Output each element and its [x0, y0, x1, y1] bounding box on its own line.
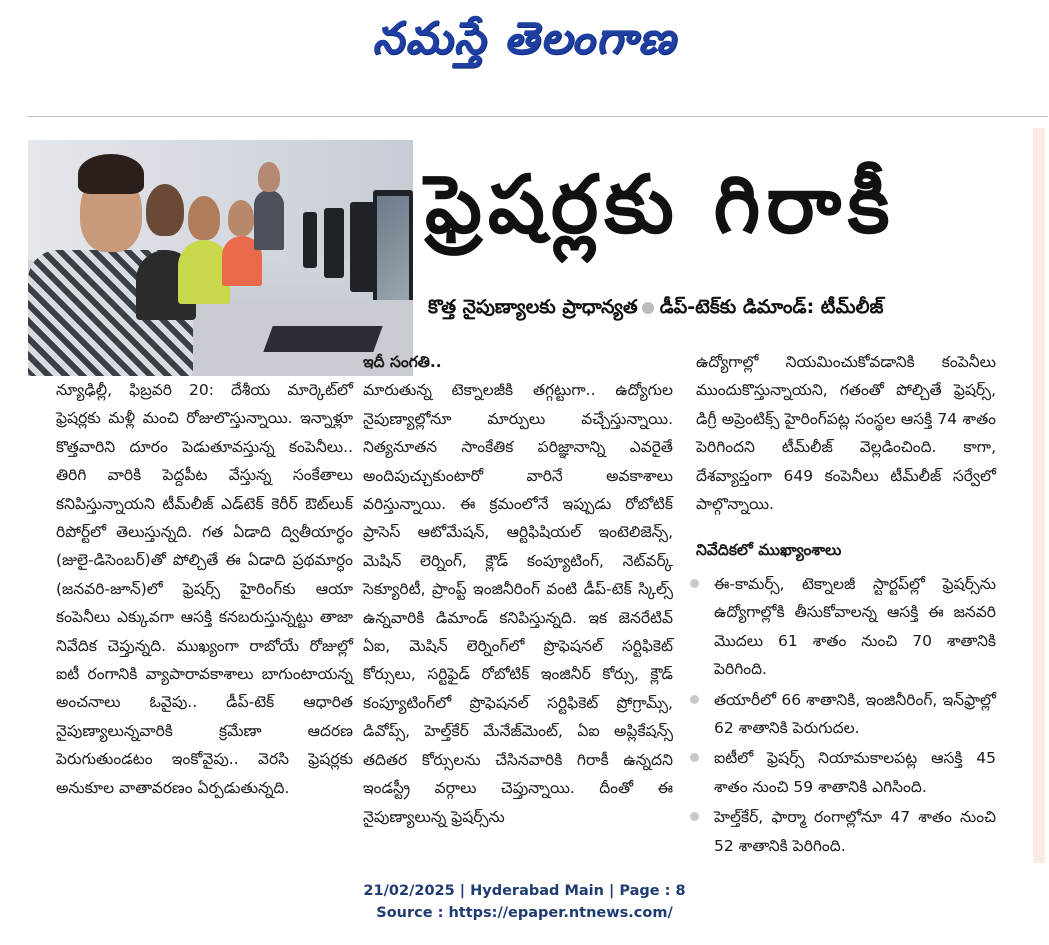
page-edge-strip: [1033, 128, 1045, 863]
page-footer: [0, 880, 1049, 924]
header-divider: [28, 116, 1048, 117]
article-photo: [28, 140, 413, 376]
article-paragraph: న్యూఢిల్లీ, ఫిబ్రవరి 20: దేశీయ మార్కెట్‌లో ఫ్రెషర్లకు మళ్లీ మంచి రోజులొస్తున్నాయి. ఇన్నాళ్లూ కొత్తవారిని దూరం పెడుతూవస్తున్న కంపెనీలు.. తిరిగి వారికి పెద్దపీట వేస్తున్న సంకేతాలు కనిపిస్తున్నాయని టీమ్‌లీజ్ ఎడ్‌టెక్ కెరీర్ ఔట్‌లుక్ రిపోర్ట్‌లో తెలుస్తున్నది. గత ఏడాది ద్వితీయార్ధం (జులై-డిసెంబర్)తో పోల్చితే ఈ ఏడాది ప్రథమార్ధం (జనవరి-జూన్)లో ఫ్రెషర్స్ హైరింగ్‌కు ఆయా కంపెనీలు ఎక్కువగా ఆసక్తి కనబరుస్తున్నట్టు తాజా నివేదిక చెప్తున్నది. ముఖ్యంగా రాబోయే రోజుల్లో ఐటీ రంగానికి వ్యాపారావకాశాలు బాగుంటాయన్న అంచనాలు ఓవైపు.. డీప్-టెక్ ఆధారిత నైపుణ్యాలున్నవారికి క్రమేణా ఆదరణ పెరుగుతుండటం ఇంకోవైపు.. వెరసి ఫ్రెషర్లకు అనుకూల వాతావరణం ఏర్పడుతున్నది.: [56, 381, 353, 797]
article-column-3: [696, 348, 996, 565]
subheadline-part1: కొత్త నైపుణ్యాలకు ప్రాధాన్యత: [428, 296, 638, 318]
list-item: హెల్త్‌కేర్, ఫార్మా రంగాల్లోనూ 47 శాతం నుంచి 52 శాతానికి పెరిగింది.: [686, 803, 996, 860]
photo-person-face: [258, 162, 280, 192]
photo-person-face: [188, 196, 220, 240]
bullet-dot-icon: [642, 302, 654, 314]
list-item: తయారీలో 66 శాతానికి, ఇంజినీరింగ్, ఇన్‌ఫ్రాల్లో 62 శాతానికి పెరుగుదల.: [686, 686, 996, 743]
article-column-1: [56, 376, 353, 802]
newspaper-logo: నమస్తే తెలంగాణ: [372, 13, 677, 64]
subheadline: [428, 290, 1028, 324]
headline: ఫ్రెషర్లకు గిరాకీ: [425, 158, 896, 251]
section-subtitle: నివేదికలో ముఖ్యాంశాలు: [696, 541, 842, 560]
article-paragraph: ఉద్యోగాల్లో నియమించుకోవడానికి కంపెనీలు ముందుకొస్తున్నాయని, గతంతో పోల్చితే ఫ్రెషర్స్, డిగ్రీ అప్రెంటిక్స్ హైరింగ్‌పట్ల సంస్థల ఆసక్తి 74 శాతం పెరిగిందని టీమ్‌లీజ్ వెల్లడించింది. కాగా, దేశవ్యాప్తంగా 649 కంపెనీలు టీమ్‌లీజ్ సర్వేలో పాల్గొన్నాయి.: [696, 353, 996, 514]
list-item: ఐటీలో ఫ్రెషర్స్ నియామకాలపట్ల ఆసక్తి 45 శాతం నుంచి 59 శాతానికి ఎగిసింది.: [686, 744, 996, 801]
bullet-dot-icon: [690, 812, 699, 821]
list-item: ఈ-కామర్స్, టెక్నాలజీ స్టార్టప్‌ల్లో ఫ్రెషర్స్‌ను ఉద్యోగాల్లోకి తీసుకోవాలన్న ఆసక్తి ఈ జనవరి మొదలు 61 శాతం నుంచి 70 శాతానికి పెరిగింది.: [686, 570, 996, 684]
article-paragraph: మారుతున్న టెక్నాలజీకి తగ్గట్టుగా.. ఉద్యోగుల నైపుణ్యాల్లోనూ మార్పులు వచ్చేస్తున్నాయి. నిత్యనూతన సాంకేతిక పరిజ్ఞానాన్ని ఎవరైతే అందిపుచ్చుకుంటారో వారినే అవకాశాలు వరిస్తున్నాయి. ఈ క్రమంలోనే ఇప్పుడు రోబోటిక్ ప్రాసెస్ ఆటోమేషన్, ఆర్టిఫిషియల్ ఇంటెలిజెన్స్, మెషిన్ లెర్నింగ్, క్లౌడ్ కంప్యూటింగ్, నెట్‌వర్క్ సెక్యూరిటీ, ప్రాంప్ట్ ఇంజినీరింగ్ వంటి డీప్-టెక్ స్కిల్స్ ఉన్నవారికి డిమాండ్ కనిపిస్తున్నది. ఇక జెనరేటివ్ ఏఐ, మెషిన్ లెర్నింగ్‌లో ప్రొఫెషనల్ సర్టిఫికెట్ కోర్సులు, సర్టిఫైడ్ రోబోటిక్ ఇంజినీర్ కోర్సు, క్లౌడ్ కంప్యూటింగ్‌లో ప్రొఫెషనల్ సర్టిఫికెట్ ప్రోగ్రామ్స్, డివోప్స్, హెల్త్‌కేర్ మేనేజ్‌మెంట్, ఏఐ అప్లికేషన్స్ తదితర కోర్సులను చేసినవారికి గిరాకీ ఉన్నదని ఇండస్ట్రీ వర్గాలు చెప్తున్నాయి. దీంతో ఈ నైపుణ్యాలున్న ఫ్రెషర్స్‌ను: [363, 381, 673, 826]
highlights-list: [686, 570, 996, 862]
photo-person-shirt: [254, 190, 284, 250]
subheadline-part2: డీప్-టెక్‌కు డిమాండ్: టీమ్‌లీజ్: [659, 296, 884, 318]
photo-person-face: [146, 184, 184, 236]
photo-person-hair: [78, 154, 144, 194]
bullet-dot-icon: [690, 753, 699, 762]
photo-monitor: [373, 190, 413, 308]
footer-source-line[interactable]: Source : https://epaper.ntnews.com/: [376, 905, 673, 921]
footer-date-line: 21/02/2025 | Hyderabad Main | Page : 8: [363, 883, 686, 899]
section-subtitle: ఇదీ సంగతి..: [363, 353, 442, 371]
masthead: [0, 0, 1049, 90]
photo-monitor: [303, 212, 317, 268]
bullet-dot-icon: [690, 695, 699, 704]
article-column-2: [363, 348, 673, 831]
bullet-dot-icon: [690, 579, 699, 588]
photo-person-face: [228, 200, 254, 236]
photo-monitor: [324, 208, 344, 278]
